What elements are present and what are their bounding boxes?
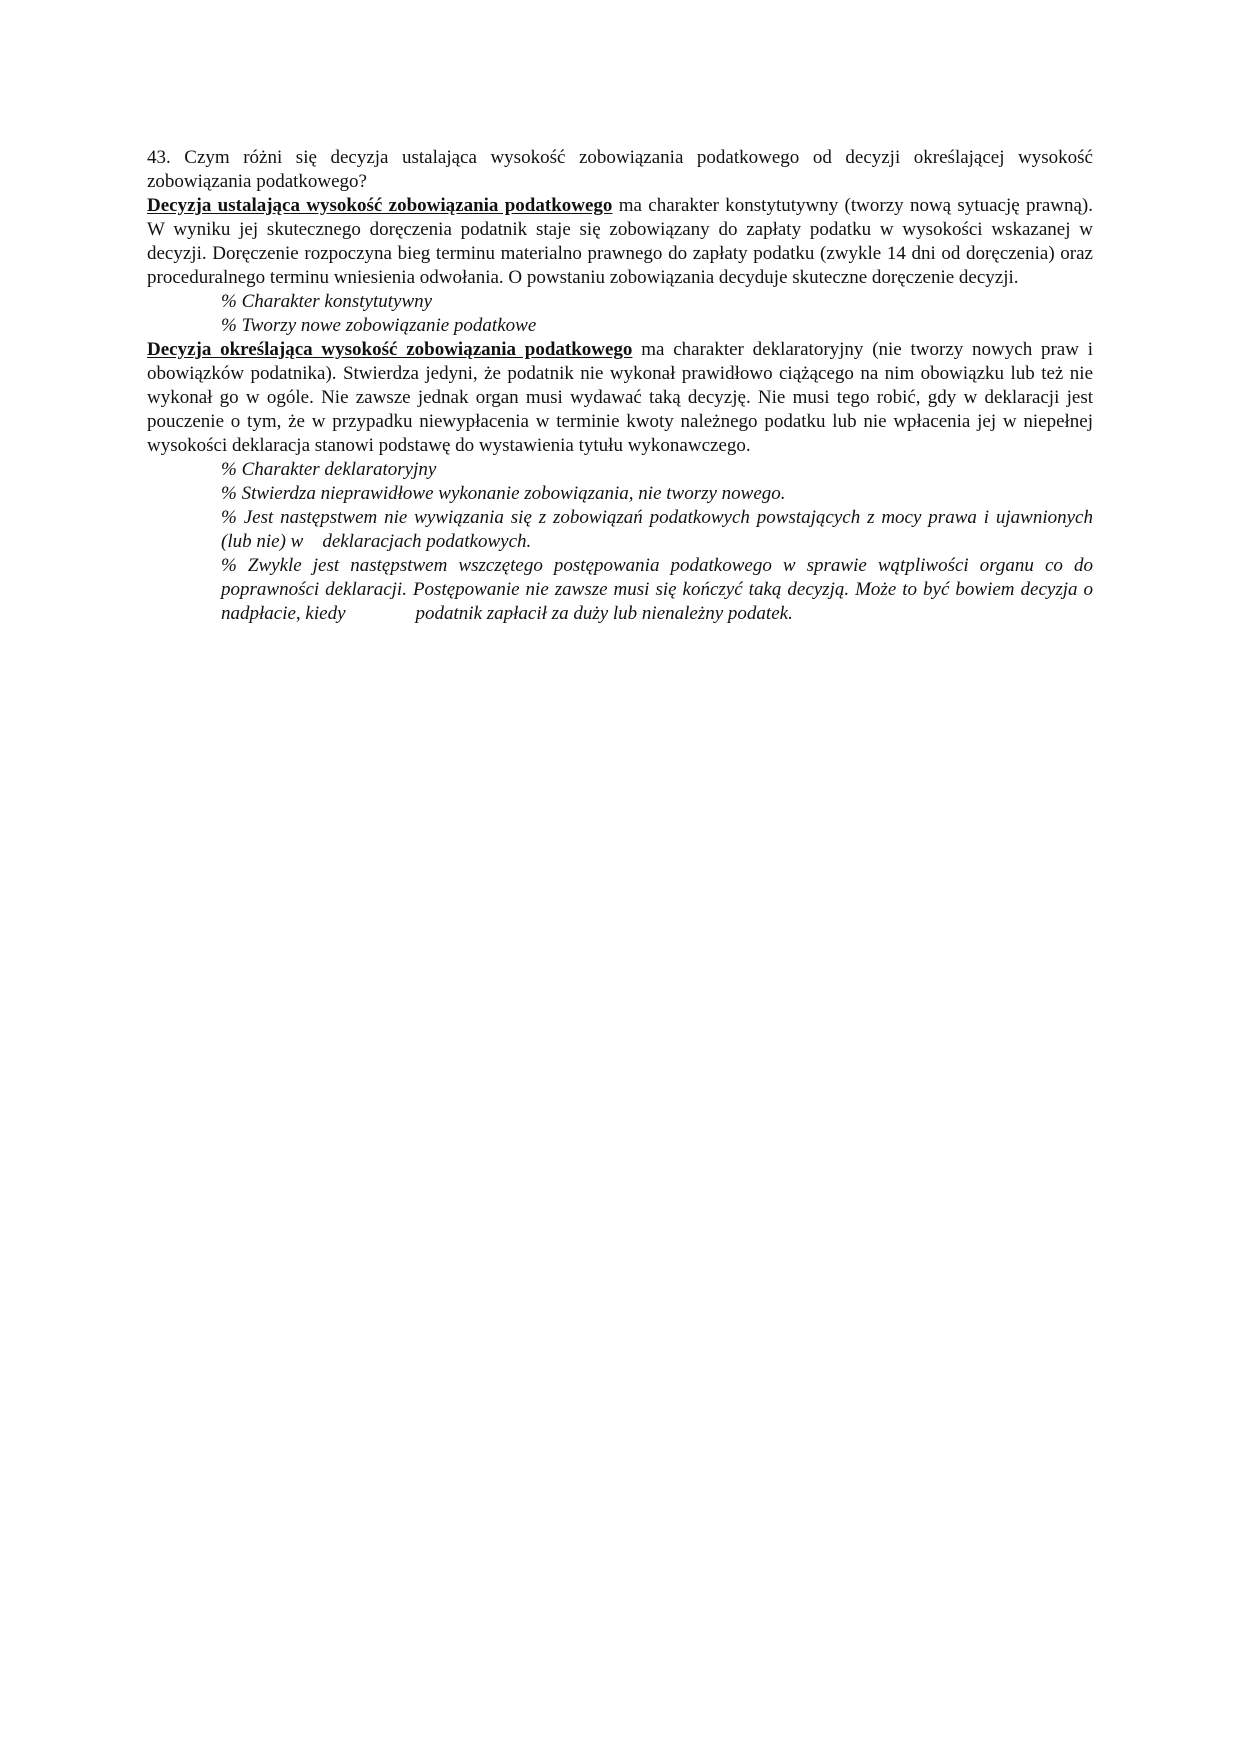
bullet-item: % Charakter konstytutywny [221, 291, 433, 312]
paragraph-ustalajaca [147, 194, 1093, 290]
bullet-item: % Charakter deklaratoryjny [221, 459, 437, 480]
bullet-item-last [147, 554, 1093, 626]
paragraph-ustalajaca-text: ma charakter konstytutywny (tworzy nową sytuację prawną). W wyniku jej skutecznego doręczenia podatnik staje się zobowiązany do zapłaty podatku w wysokości wskazanej w decyzji. Doręczenie rozpoczyna bieg terminu materialno prawnego do zapłaty podatku (zwykle 14 dni od doręczenia) oraz proceduralnego terminu wniesienia odwołania. O powstaniu zobowiązania decyduje skuteczne doręczenie decyzji. [147, 195, 1093, 288]
question-heading: 43. Czym różni się decyzja ustalająca wysokość zobowiązania podatkowego od decyzji określającej wysokość zobowiązania podatkowego? [147, 147, 1093, 192]
bullet-item: % Tworzy nowe zobowiązanie podatkowe [221, 315, 537, 336]
bullet-item-last-part-a: % Zwykle jest następstwem wszczętego postępowania podatkowego w sprawie wątpliwości organu co do poprawności deklaracji. Postępowanie nie zawsze musi się kończyć taką decyzją. Może to być bowiem decyzja o nadpłacie, kiedy [221, 555, 1093, 624]
document-page [147, 146, 1098, 626]
bullet-item-last-part-b: podatnik zapłacił za duży lub nienależny podatek. [415, 603, 793, 624]
bullet-item: % Stwierdza nieprawidłowe wykonanie zobowiązania, nie tworzy nowego. [221, 483, 786, 504]
paragraph-okreslajaca-text: ma charakter deklaratoryjny (nie tworzy nowych praw i obowiązków podatnika). Stwierdza jedyni, że podatnik nie wykonał prawidłowo ciążącego na nim obowiązku lub też nie wykonał go w ogóle. Nie zawsze jednak organ musi wydawać taką decyzję. Nie musi tego robić, gdy w deklaracji jest pouczenie o tym, że w przypadku niewypłacenia w terminie kwoty należnego podatku lub nie wpłacenia jej w niepełnej wysokości deklaracja stanowi podstawę do wystawienia tytułu wykonawczego. [147, 339, 1093, 456]
term-ustalajaca: Decyzja ustalająca wysokość zobowiązania podatkowego [147, 195, 613, 216]
bullet-item: % Jest następstwem nie wywiązania się z zobowiązań podatkowych powstających z mocy prawa i ujawnionych (lub nie) w deklaracjach podatkowych. [221, 507, 1098, 552]
paragraph-okreslajaca [147, 338, 1093, 458]
term-okreslajaca: Decyzja określająca wysokość zobowiązania podatkowego [147, 339, 633, 360]
